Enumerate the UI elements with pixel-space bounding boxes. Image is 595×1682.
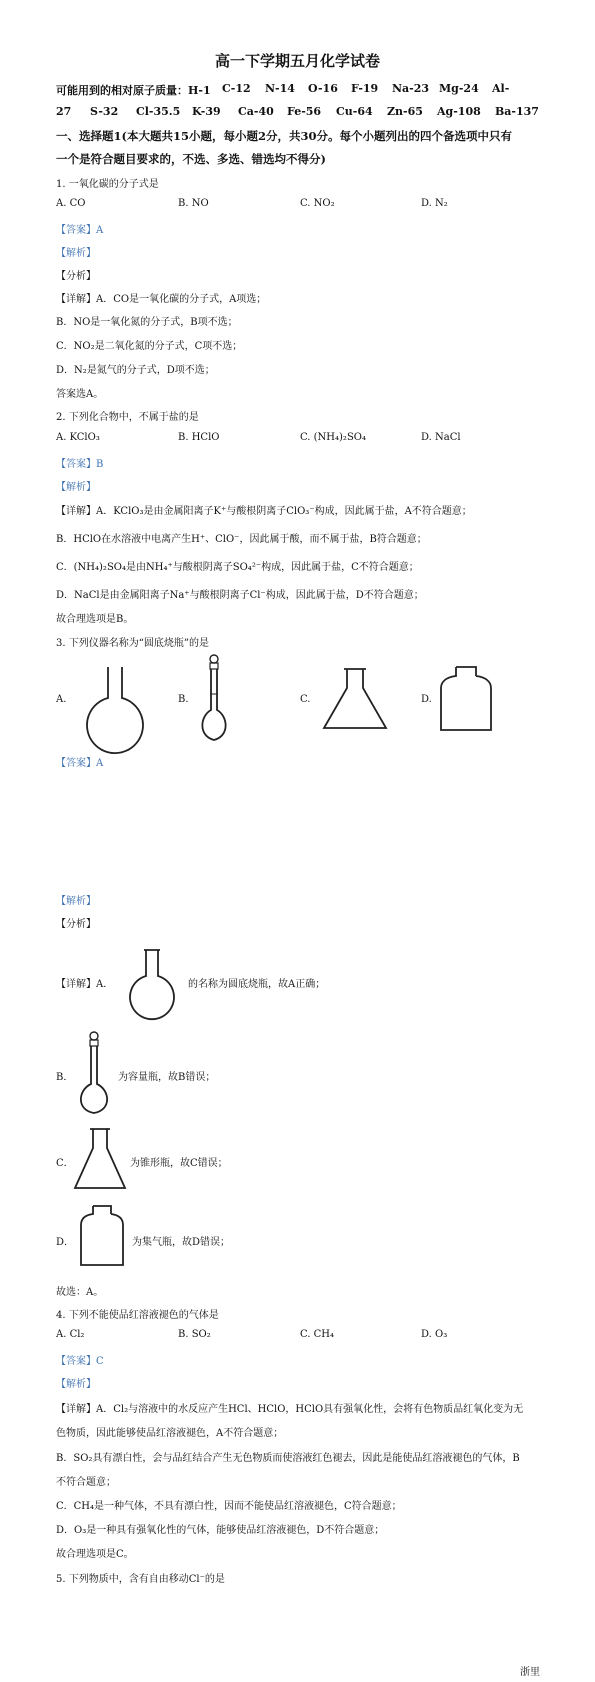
volumetric-flask-icon — [72, 1030, 118, 1116]
mass-item: Fe-56 — [287, 105, 322, 118]
q3-option-c: C. — [300, 694, 311, 705]
q2-detail-line: D．NaCl是由金属阳离子Na⁺与酸根阴离子Cl⁻构成，因此属于盐，D不符合题意； — [56, 590, 424, 601]
q1-detail-line: 答案选A。 — [56, 389, 104, 400]
q1-option-b: B. NO — [178, 198, 209, 209]
mass-item: Na-23 — [392, 82, 430, 95]
mass-item: Cl-35.5 — [136, 105, 181, 118]
q1-stem: 1. 一氧化碳的分子式是 — [56, 179, 159, 190]
q2-detail-line: 【详解】A．KClO₃是由金属阳离子K⁺与酸根阴离子ClO₃⁻构成，因此属于盐，A不符合题意； — [56, 506, 472, 517]
round-bottom-flask-icon — [80, 664, 150, 742]
q4-detail-line: 故合理选项是C。 — [56, 1549, 134, 1560]
q3-detail-d-prefix: D． — [56, 1237, 75, 1248]
q4-detail-line: C．CH₄是一种气体，不具有漂白性，因而不能使品红溶液褪色，C符合题意； — [56, 1501, 402, 1512]
section-heading-cont: 一个是符合题目要求的，不选、多选、错选均不得分) — [56, 152, 326, 166]
q1-analysis-label: 【解析】 — [56, 248, 96, 259]
q3-detail-c-suffix: 为锥形瓶，故C错误； — [130, 1158, 228, 1169]
q3-option-d: D. — [421, 694, 432, 705]
q1-detail-line: C．NO₂是二氧化氮的分子式，C项不选； — [56, 341, 243, 352]
q4-detail-line: 色物质，因此能够使品红溶液褪色，A不符合题意； — [56, 1428, 284, 1439]
q2-option-d: D. NaCl — [421, 432, 461, 443]
q4-detail-line: 【详解】A．Cl₂与溶液中的水反应产生HCl、HClO，HClO具有强氧化性，会将有色物质品红氧化变为无 — [56, 1404, 524, 1415]
mass-item: O-16 — [308, 82, 338, 95]
q1-option-a: A. CO — [56, 198, 86, 209]
q3-answer: 【答案】A — [56, 758, 104, 769]
round-bottom-flask-icon — [126, 948, 178, 1014]
q2-detail-line: 故合理选项是B。 — [56, 614, 134, 625]
conical-flask-icon — [72, 1126, 128, 1192]
mass-item: S-32 — [90, 105, 119, 118]
q5-stem: 5. 下列物质中，含有自由移动Cl⁻的是 — [56, 1574, 225, 1585]
q1-option-d: D. N₂ — [421, 198, 448, 209]
mass-item: K-39 — [192, 105, 221, 118]
q1-option-c: C. NO₂ — [300, 198, 335, 209]
q3-detail-a-prefix: 【详解】A． — [56, 979, 114, 990]
q2-detail-line: C．(NH₄)₂SO₄是由NH₄⁺与酸根阴离子SO₄²⁻构成，因此属于盐，C不符合题意； — [56, 562, 419, 573]
volumetric-flask-icon — [192, 652, 242, 744]
q1-answer: 【答案】A — [56, 225, 104, 236]
gas-collecting-bottle-icon — [78, 1203, 126, 1269]
q4-detail-line: D．O₃是一种具有强氧化性的气体，能够使品红溶液褪色，D不符合题意； — [56, 1525, 385, 1536]
q1-fenxi-label: 【分析】 — [56, 271, 96, 282]
q2-stem: 2. 下列化合物中，不属于盐的是 — [56, 412, 199, 423]
q3-detail-c-prefix: C． — [56, 1158, 74, 1169]
q1-detail-line: D．N₂是氮气的分子式，D项不选； — [56, 365, 215, 376]
q1-detail-line: 【详解】A．CO是一氧化碳的分子式，A项选； — [56, 294, 267, 305]
page-footer: 浙里 — [520, 1667, 540, 1678]
q3-option-a: A. — [56, 694, 67, 705]
q3-stem: 3. 下列仪器名称为“圆底烧瓶”的是 — [56, 638, 209, 649]
q3-detail-b-prefix: B． — [56, 1072, 74, 1083]
q4-option-d: D. O₃ — [421, 1329, 448, 1340]
mass-item: C-12 — [222, 82, 251, 95]
mass-item: N-14 — [265, 82, 295, 95]
atomic-mass-label: 可能用到的相对原子质量：H-1 — [56, 84, 211, 97]
mass-item: Cu-64 — [336, 105, 373, 118]
q4-analysis-label: 【解析】 — [56, 1379, 96, 1390]
q3-detail-b-suffix: 为容量瓶，故B错误； — [118, 1072, 216, 1083]
q4-answer: 【答案】C — [56, 1356, 104, 1367]
mass-item: Mg-24 — [439, 82, 479, 95]
section-heading: 一、选择题1(本大题共15小题，每小题2分，共30分。每个小题列出的四个备选项中只有 — [56, 129, 512, 143]
q1-detail-line: B．NO是一氧化氮的分子式，B项不选； — [56, 317, 238, 328]
q4-option-b: B. SO₂ — [178, 1329, 211, 1340]
q3-detail-a-suffix: 的名称为圆底烧瓶，故A正确； — [188, 979, 326, 990]
q2-analysis-label: 【解析】 — [56, 482, 96, 493]
q4-option-a: A. Cl₂ — [56, 1329, 85, 1340]
gas-collecting-bottle-icon — [438, 664, 494, 734]
q2-option-a: A. KClO₃ — [56, 432, 100, 443]
mass-item: Zn-65 — [387, 105, 423, 118]
q2-option-c: C. (NH₄)₂SO₄ — [300, 432, 367, 443]
conical-flask-icon — [320, 666, 390, 732]
q4-stem: 4. 下列不能使品红溶液褪色的气体是 — [56, 1310, 219, 1321]
q3-detail-d-suffix: 为集气瓶，故D错误； — [132, 1237, 231, 1248]
page-title: 高一下学期五月化学试卷 — [214, 52, 380, 70]
mass-item: Al- — [492, 82, 510, 95]
q4-detail-line: B．SO₂具有漂白性，会与品红结合产生无色物质而使溶液红色褪去，因此是能使品红溶液褪色的气体，B — [56, 1453, 520, 1464]
q2-option-b: B. HClO — [178, 432, 220, 443]
q2-detail-line: B．HClO在水溶液中电离产生H⁺、ClO⁻，因此属于酸，而不属于盐，B符合题意； — [56, 534, 427, 545]
mass-item: Ag-108 — [437, 105, 481, 118]
q2-answer: 【答案】B — [56, 459, 104, 470]
mass-item: 27 — [56, 105, 72, 118]
mass-item: F-19 — [351, 82, 379, 95]
mass-item: Ba-137 — [495, 105, 539, 118]
q3-fenxi-label: 【分析】 — [56, 919, 96, 930]
q3-option-b: B. — [178, 694, 189, 705]
mass-item: Ca-40 — [238, 105, 274, 118]
q3-conclusion: 故选：A。 — [56, 1287, 104, 1298]
q4-option-c: C. CH₄ — [300, 1329, 335, 1340]
q4-detail-line: 不符合题意； — [56, 1477, 116, 1488]
q3-analysis-label: 【解析】 — [56, 896, 96, 907]
